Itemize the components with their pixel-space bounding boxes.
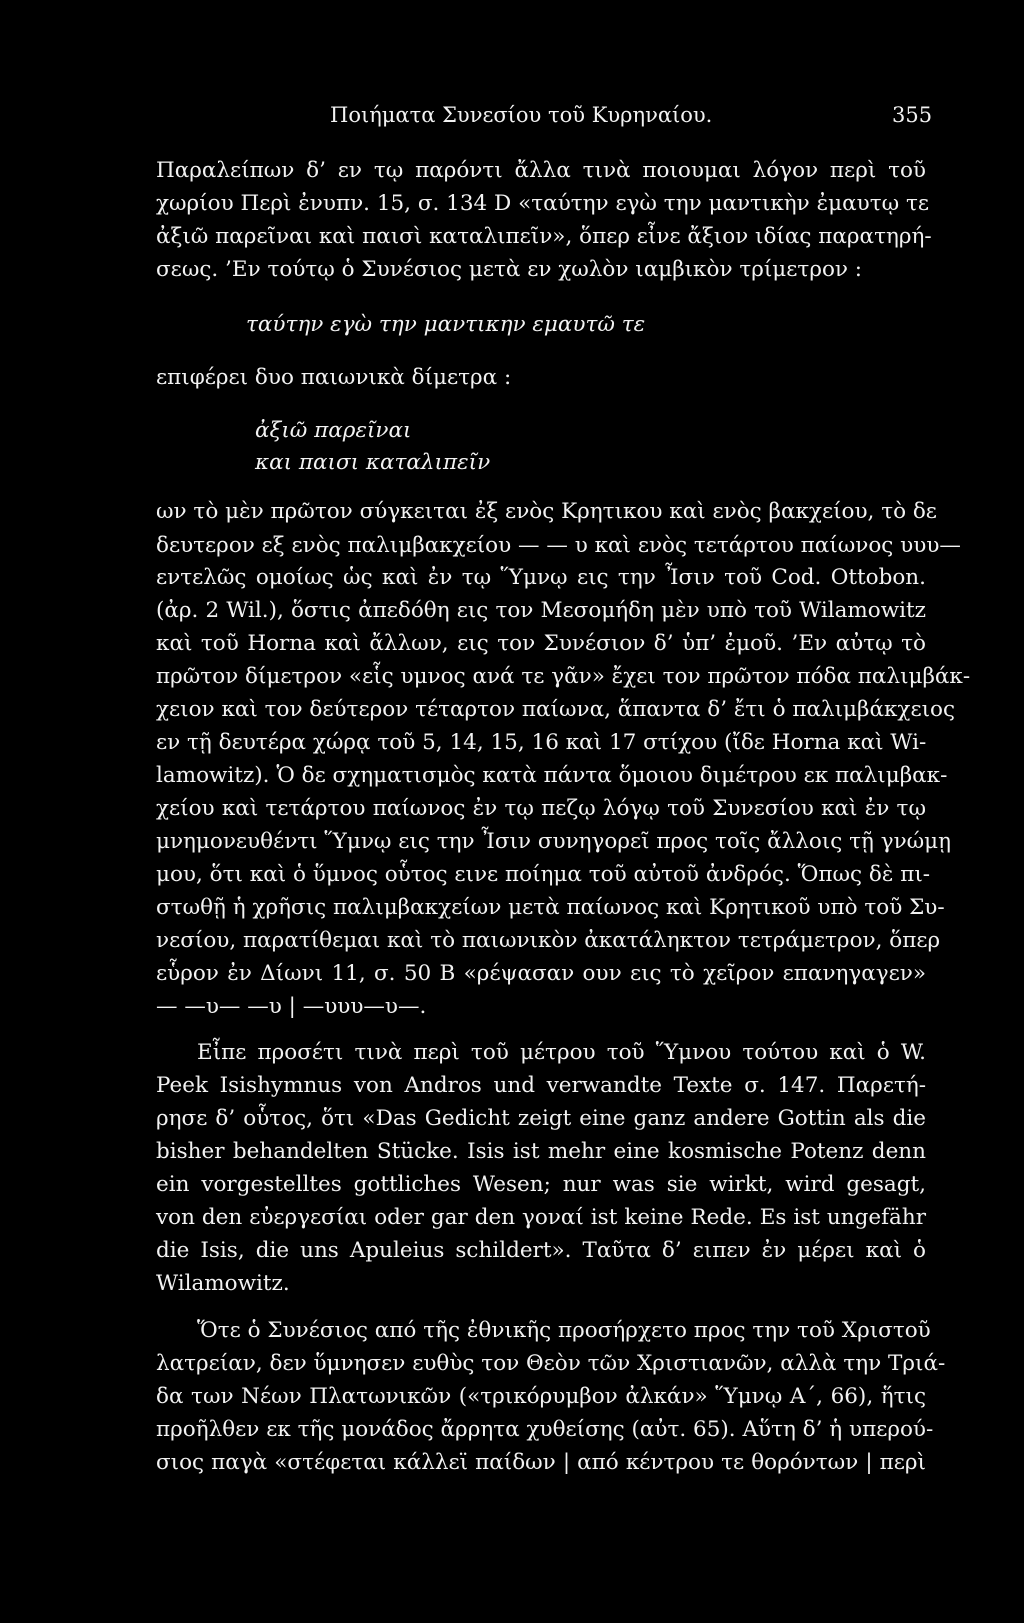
body-line: Peek Isishymnus von Andros und verwandte Texte σ. 147. Παρετή-: [156, 1073, 926, 1098]
body-line: λατρείαν, δεν ὕμνησεν ευθὺς τον Θεὸν τῶν Χριστιανῶν, αλλὰ την Τριά-: [156, 1351, 946, 1376]
body-line: χειον καὶ τον δεύτερον τέταρτον παίωνα, ἅπαντα δ’ ἔτι ὁ παλιμβάκχειος: [156, 697, 955, 722]
body-line: lamowitz). Ὁ δε σχηματισμὸς κατὰ πάντα ὅμοιου διμέτρου εκ παλιμβακ-: [156, 763, 948, 788]
body-line: χείου καὶ τετάρτου παίωνος ἐν τῳ πεζῳ λόγῳ τοῦ Συνεσίου καὶ ἐν τῳ: [156, 796, 926, 821]
body-line: πρῶτον δίμετρον «εἷς υμνος ανά τε γᾶν» ἔχει τον πρῶτον πόδα παλιμβάκ-: [156, 664, 971, 689]
body-line: Wilamowitz.: [156, 1271, 290, 1296]
body-line: ein vorgestelltes gottliches Wesen; nur was sie wirkt, wird gesagt,: [156, 1172, 926, 1197]
body-line: die Isis, die uns Apuleius schildert». Ταῦτα δ’ ειπεν ἐν μέρει καὶ ὁ: [156, 1238, 926, 1263]
body-line: επιφέρει δυο παιωνικὰ δίμετρα :: [156, 365, 512, 390]
body-line: μου, ὅτι καὶ ὁ ὕμνος οὗτος εινε ποίημα τοῦ αὐτοῦ ἀνδρός. Ὅπως δὲ πι-: [156, 862, 931, 887]
body-line: νεσίου, παρατίθεμαι καὶ τὸ παιωνικὸν ἀκατάληκτον τετράμετρον, ὅπερ: [156, 928, 941, 953]
body-line: δα των Νέων Πλατωνικῶν («τρικόρυμβον ἀλκάν» Ὕμνῳ Α΄, 66), ἥτις: [156, 1384, 926, 1409]
paragraph-start-line: Εἶπε προσέτι τινὰ περὶ τοῦ μέτρου τοῦ Ὕμνου τούτου καὶ ὁ W.: [197, 1040, 926, 1065]
body-line: σιος παγὰ «στέφεται κάλλεϊ παίδων | από κέντρου τε θορόντων | περὶ: [156, 1450, 926, 1475]
body-line: von den εὐεργεσίαι oder gar den γοναί ist keine Rede. Es ist ungefähr: [156, 1205, 926, 1230]
page-number: 355: [892, 103, 933, 127]
body-line: ἀξιῶ παρεῖναι καὶ παισὶ καταλιπεῖν», ὅπερ εἶνε ἄξιον ιδίας παρατηρή-: [156, 224, 932, 249]
body-line: εὗρον ἐν Δίωνι 11, σ. 50 Β «ρέψασαν ουν εις τὸ χεῖρον επανηγαγεν»: [156, 961, 926, 986]
body-line: εντελῶς ομοίως ὡς καὶ ἐν τῳ Ὕμνῳ εις την Ἶσιν τοῦ Cod. Ottobon.: [156, 565, 926, 590]
body-line: καὶ τοῦ Horna καὶ ἄλλων, εις τον Συνέσιον δ’ ὑπ’ ἐμοῦ. ’Εν αὐτῳ τὸ: [156, 631, 926, 656]
body-line: χωρίου Περὶ ἐνυπν. 15, σ. 134 D «ταύτην εγὼ την μαντικὴν ἐμαυτῳ τε: [156, 191, 929, 216]
body-line: προῆλθεν εκ τῆς μονάδος ἄρρητα χυθείσης (αὐτ. 65). Αὕτη δ’ ἡ υπερού-: [156, 1417, 934, 1442]
body-line: μνημονευθέντι Ὕμνῳ εις την Ἶσιν συνηγορεῖ προς τοῖς ἄλλοις τῇ γνώμῃ: [156, 829, 952, 854]
body-line: bisher behandelten Stücke. Isis ist mehr eine kosmische Potenz denn: [156, 1139, 926, 1164]
paragraph-start-line: Ὅτε ὁ Συνέσιος από τῆς ἐθνικῆς προσήρχετο προς την τοῦ Χριστοῦ: [197, 1318, 931, 1343]
body-line: εν τῇ δευτέρα χώρᾳ τοῦ 5, 14, 15, 16 καὶ 17 στίχου (ἴδε Horna καὶ Wi-: [156, 730, 927, 755]
body-line: ων τὸ μὲν πρῶτον σύγκειται ἐξ ενὸς Κρητικου καὶ ενὸς βακχείου, τὸ δε: [156, 499, 937, 524]
body-line: Παραλείπων δ’ εν τῳ παρόντι ἄλλα τινὰ ποιουμαι λόγον περὶ τοῦ: [156, 158, 926, 183]
metrical-scheme: — —υ— —υ | —υυυ—υ—.: [156, 994, 427, 1019]
verse-quote: ἀξιῶ παρεῖναι: [255, 418, 412, 443]
body-line: ρησε δ’ οὗτος, ὅτι «Das Gedicht zeigt eine ganz andere Gottin als die: [156, 1106, 926, 1131]
verse-quote: και παισι καταλιπεῖν: [255, 450, 491, 475]
body-line: (ἀρ. 2 Wil.), ὅστις ἀπεδόθη εις τον Μεσομήδη μὲν υπὸ τοῦ Wilamowitz: [156, 598, 926, 623]
body-line: σεως. ’Εν τούτῳ ὁ Συνέσιος μετὰ εν χωλὸν ιαμβικὸν τρίμετρον :: [156, 257, 863, 282]
body-line: στωθῇ ἡ χρῆσις παλιμβακχείων μετὰ παίωνος καὶ Κρητικοῦ υπὸ τοῦ Συ-: [156, 895, 945, 920]
body-line: δευτερον εξ ενὸς παλιμβακχείου — — υ καὶ ενὸς τετάρτου παίωνος υυυ—: [156, 533, 961, 558]
verse-quote: ταύτην εγὼ την μαντικην εμαυτῶ τε: [246, 312, 646, 337]
running-head-title: Ποιήματα Συνεσίου τοῦ Κυρηναίου.: [330, 103, 713, 127]
